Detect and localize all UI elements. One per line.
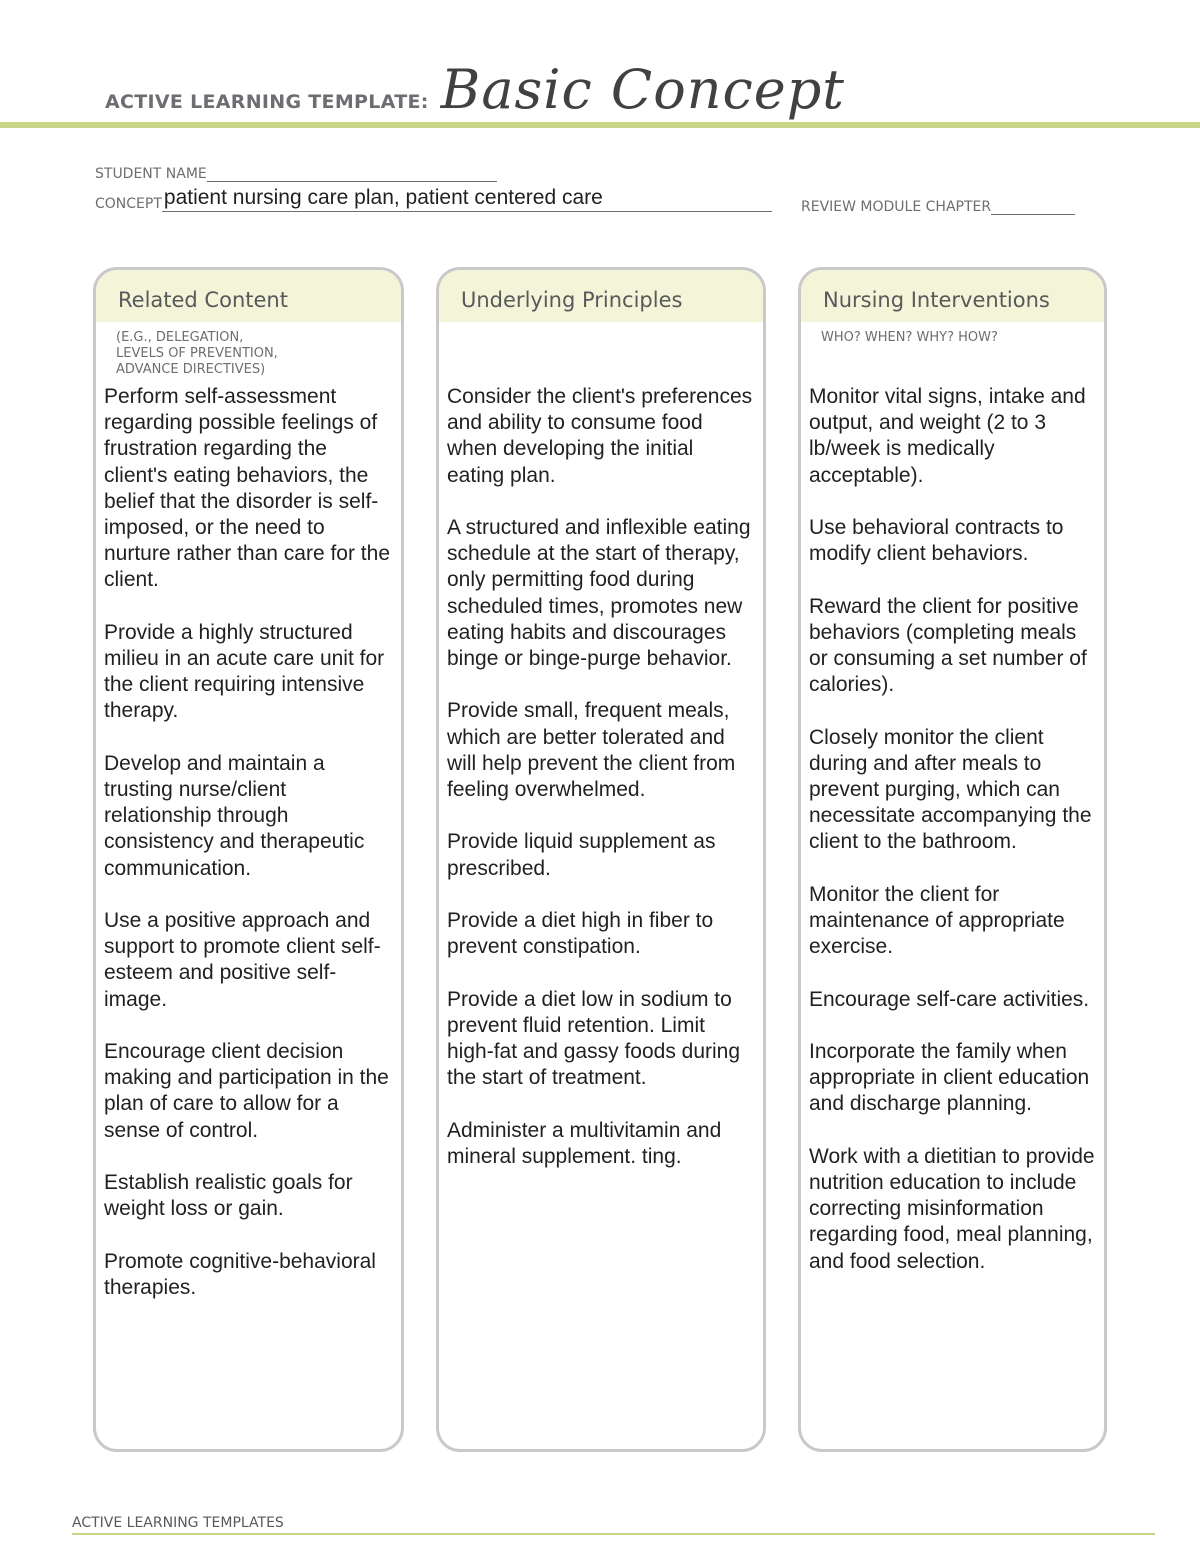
template-label: ACTIVE LEARNING TEMPLATE: [105, 91, 429, 113]
paragraph: Perform self-assessment regarding possible feelings of frustration regarding the client's eating behaviors, the belief that the disorder is self-imposed, or the need to nurture rather than care for the client. [104, 385, 390, 592]
review-module-field [801, 196, 1075, 215]
column-subtitle: (E.G., DELEGATION, LEVELS OF PREVENTION, ADVANCE DIRECTIVES) [116, 330, 278, 377]
paragraph: Consider the client's preferences and ability to consume food when developing the initial eating plan. [447, 385, 753, 487]
nursing-interventions-column [798, 267, 1107, 1452]
student-name-line[interactable] [207, 163, 497, 182]
column-body [801, 384, 1104, 1275]
concept-label: CONCEPT [95, 196, 162, 212]
column-body [439, 384, 763, 1170]
paragraph: A structured and inflexible eating schedule at the start of therapy, only permitting food during scheduled times, promotes new eating habits and discourages binge or binge-purge behavior. [447, 516, 751, 671]
student-name-label: STUDENT NAME [95, 166, 207, 182]
paragraph: Reward the client for positive behaviors (completing meals or consuming a set number of calories). [809, 594, 1087, 697]
paragraph: Work with a dietitian to provide nutrition education to include correcting misinformation regarding food, meal planning, and food selection. [809, 1144, 1095, 1273]
paragraph: Use behavioral contracts to modify client behaviors. [809, 516, 1064, 566]
column-title: Related Content [96, 270, 401, 322]
paragraph: Incorporate the family when appropriate in client education and discharge planning. [809, 1039, 1090, 1116]
paragraph: Encourage self-care activities. [809, 987, 1090, 1011]
column-subtitle [439, 322, 763, 384]
concept-field [95, 186, 772, 212]
concept-value: patient nursing care plan, patient centered care [163, 186, 603, 209]
student-name-field [95, 163, 497, 182]
review-module-line[interactable] [991, 196, 1075, 215]
paragraph: Use a positive approach and support to promote client self-esteem and positive self-image. [104, 909, 381, 1011]
related-content-column [93, 267, 404, 1452]
paragraph: Develop and maintain a trusting nurse/client relationship through consistency and therapeutic communication. [104, 751, 365, 880]
review-module-label: REVIEW MODULE CHAPTER [801, 199, 992, 215]
footer-divider [72, 1533, 1155, 1535]
paragraph: Administer a multivitamin and mineral supplement. ting. [447, 1118, 722, 1168]
footer-label: ACTIVE LEARNING TEMPLATES [72, 1515, 284, 1531]
concept-line[interactable] [162, 186, 772, 212]
paragraph: Establish realistic goals for weight loss or gain. [104, 1171, 353, 1221]
template-title: Basic Concept [440, 58, 845, 121]
paragraph: Promote cognitive-behavioral therapies. [104, 1249, 376, 1299]
column-title: Underlying Principles [439, 270, 763, 322]
paragraph: Closely monitor the client during and after meals to prevent purging, which can necessitate accompanying the client to the bathroom. [809, 725, 1092, 854]
paragraph: Provide a diet high in fiber to prevent constipation. [447, 909, 714, 959]
paragraph: Provide a highly structured milieu in an acute care unit for the client requiring intensive therapy. [104, 620, 385, 723]
paragraph: Provide small, frequent meals, which are better tolerated and will help prevent the client from feeling overwhelmed. [447, 699, 736, 802]
column-body [96, 384, 401, 1301]
column-subtitle: WHO? WHEN? WHY? HOW? [821, 330, 998, 345]
column-title: Nursing Interventions [801, 270, 1104, 322]
template-header [105, 58, 845, 120]
paragraph: Monitor vital signs, intake and output, and weight (2 to 3 lb/week is medically acceptable). [809, 385, 1086, 487]
header-divider [0, 122, 1200, 128]
paragraph: Provide a diet low in sodium to prevent fluid retention. Limit high-fat and gassy foods during the start of treatment. [447, 987, 741, 1090]
paragraph: Provide liquid supplement as prescribed. [447, 830, 716, 880]
underlying-principles-column [436, 267, 766, 1452]
paragraph: Monitor the client for maintenance of appropriate exercise. [809, 882, 1065, 959]
paragraph: Encourage client decision making and participation in the plan of care to allow for a sense of control. [104, 1040, 389, 1142]
